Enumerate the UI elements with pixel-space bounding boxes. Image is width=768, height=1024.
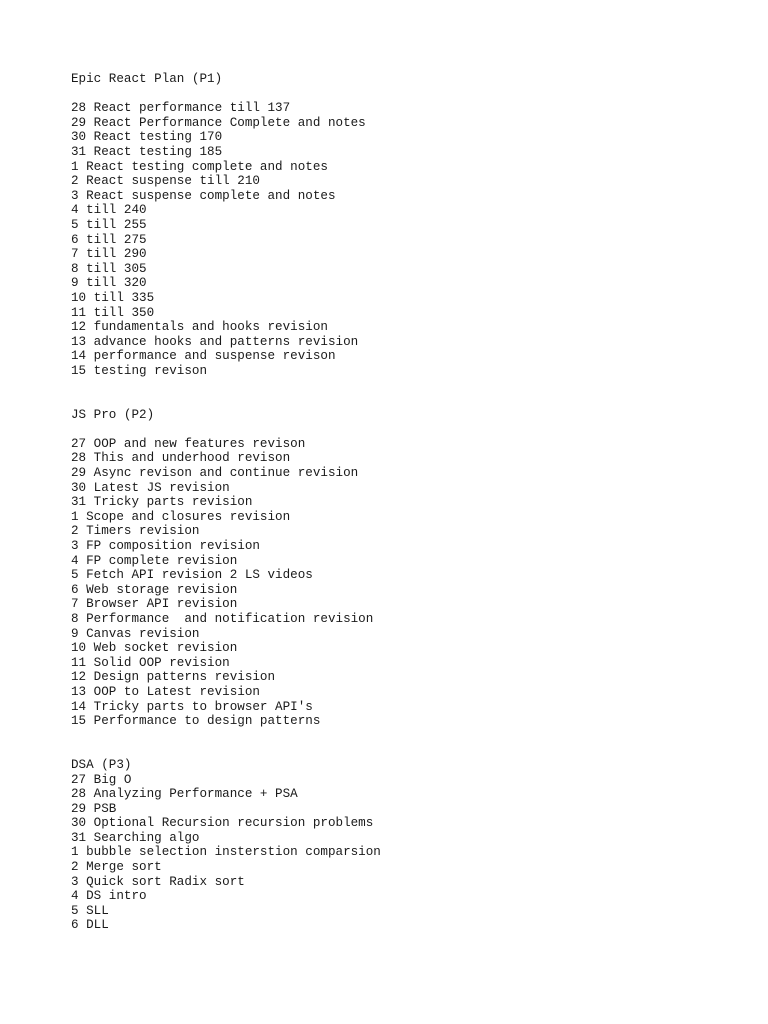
section-title: DSA (P3): [71, 757, 132, 772]
list-item: 1 React testing complete and notes: [71, 159, 328, 174]
list-item: 10 till 335: [71, 290, 155, 305]
list-item: 29 PSB: [71, 801, 117, 816]
list-item: 1 Scope and closures revision: [71, 509, 291, 524]
list-item: 13 advance hooks and patterns revision: [71, 334, 359, 349]
list-item: 2 React suspense till 210: [71, 174, 260, 189]
section-lines: [71, 437, 751, 729]
list-item: 11 till 350: [71, 305, 155, 320]
list-item: 30 Optional Recursion recursion problems: [71, 816, 374, 831]
list-item: 15 testing revison: [71, 363, 208, 378]
list-item: 9 till 320: [71, 276, 147, 291]
list-item: 15 Performance to design patterns: [71, 714, 321, 729]
list-item: 11 Solid OOP revision: [71, 655, 230, 670]
list-item: 3 Quick sort Radix sort: [71, 874, 245, 889]
section-title: Epic React Plan (P1): [71, 72, 223, 86]
list-item: 31 Tricky parts revision: [71, 495, 253, 510]
list-item: 14 performance and suspense revison: [71, 349, 336, 364]
list-item: 30 React testing 170: [71, 130, 223, 145]
list-item: 12 Design patterns revision: [71, 670, 276, 685]
list-item: 29 Async revison and continue revision: [71, 466, 359, 481]
list-item: 8 till 305: [71, 261, 147, 276]
list-item: 4 till 240: [71, 203, 147, 218]
list-item: 28 React performance till 137: [71, 101, 291, 116]
list-item: 30 Latest JS revision: [71, 480, 230, 495]
list-item: 2 Merge sort: [71, 860, 162, 875]
list-item: 27 OOP and new features revison: [71, 436, 306, 451]
list-item: 31 React testing 185: [71, 144, 223, 159]
list-item: 3 React suspense complete and notes: [71, 188, 336, 203]
list-item: 1 bubble selection insterstion comparsion: [71, 845, 381, 860]
list-item: 5 Fetch API revision 2 LS videos: [71, 568, 313, 583]
list-item: 4 DS intro: [71, 889, 147, 904]
section-title: JS Pro (P2): [71, 407, 155, 422]
list-item: 10 Web socket revision: [71, 641, 238, 656]
section-lines: [71, 773, 751, 934]
list-item: 7 Browser API revision: [71, 597, 238, 612]
section-dsa: [71, 758, 751, 933]
list-item: 4 FP complete revision: [71, 553, 238, 568]
list-item: 2 Timers revision: [71, 524, 200, 539]
list-item: 6 DLL: [71, 918, 109, 933]
list-item: 5 SLL: [71, 903, 109, 918]
list-item: 31 Searching algo: [71, 830, 200, 845]
list-item: 8 Performance and notification revision: [71, 611, 374, 626]
list-item: 14 Tricky parts to browser API's: [71, 699, 313, 714]
list-item: 5 till 255: [71, 217, 147, 232]
list-item: 27 Big O: [71, 772, 132, 787]
list-item: 6 Web storage revision: [71, 582, 238, 597]
section-epic-react-plan: [71, 72, 751, 378]
list-item: 28 Analyzing Performance + PSA: [71, 787, 298, 802]
list-item: 12 fundamentals and hooks revision: [71, 320, 328, 335]
list-item: 6 till 275: [71, 232, 147, 247]
section-lines: [71, 101, 751, 378]
list-item: 29 React Performance Complete and notes: [71, 115, 366, 130]
list-item: 13 OOP to Latest revision: [71, 684, 260, 699]
document-page: [71, 72, 751, 933]
list-item: 3 FP composition revision: [71, 539, 260, 553]
list-item: 7 till 290: [71, 247, 147, 262]
list-item: 9 Canvas revision: [71, 626, 200, 641]
section-js-pro: [71, 408, 751, 729]
list-item: 28 This and underhood revison: [71, 451, 291, 466]
